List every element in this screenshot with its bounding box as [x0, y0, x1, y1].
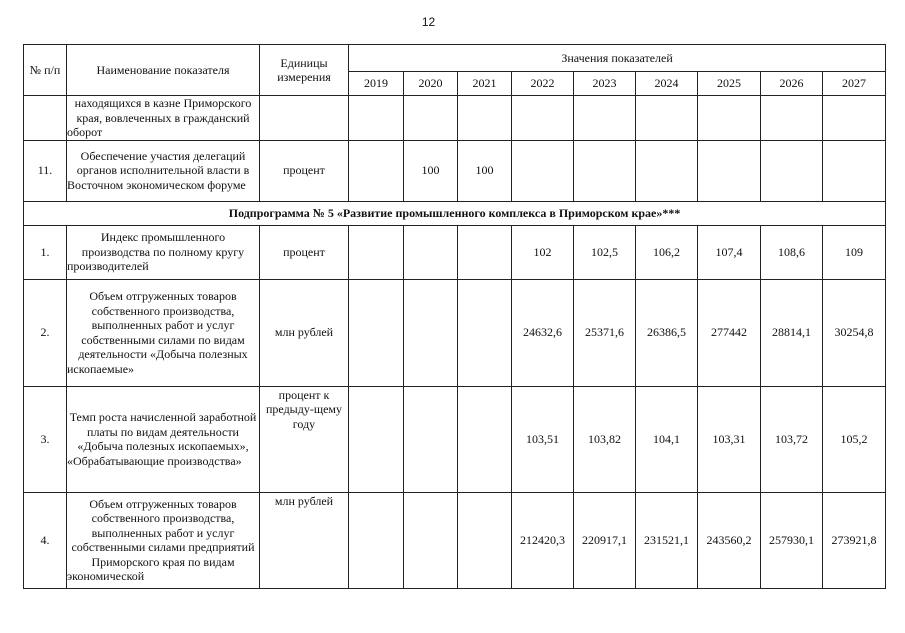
indicator-name: Объем отгруженных товаров собственного производства, выполненных работ и услуг собственными силами предприятий Приморского края по видам экономической	[67, 492, 260, 588]
value-cell: 25371,6	[574, 279, 636, 386]
section-title: Подпрограмма № 5 «Развитие промышленного комплекса в Приморском крае»***	[24, 201, 886, 225]
value-cell	[404, 96, 458, 141]
value-cell: 109	[823, 225, 886, 279]
page-number: 12	[421, 15, 436, 29]
indicator-name: Темп роста начисленной заработной платы по видам деятельности «Добыча полезных ископаемых», «Обрабатывающие производства»	[67, 386, 260, 492]
value-cell: 26386,5	[636, 279, 698, 386]
value-cell: 243560,2	[698, 492, 761, 588]
value-cell	[404, 386, 458, 492]
value-cell	[349, 492, 404, 588]
header-year: 2019	[349, 72, 404, 96]
value-cell	[823, 140, 886, 201]
row-number	[24, 96, 67, 141]
value-cell	[698, 140, 761, 201]
value-cell	[349, 279, 404, 386]
value-cell: 30254,8	[823, 279, 886, 386]
indicator-name: Индекс промышленного производства по полному кругу производителей	[67, 225, 260, 279]
header-year: 2022	[512, 72, 574, 96]
unit-cell	[260, 96, 349, 141]
value-cell	[458, 96, 512, 141]
value-cell	[404, 225, 458, 279]
indicator-name: Объем отгруженных товаров собственного производства, выполненных работ и услуг собственными силами по видам деятельности «Добыча полезных ископаемые»	[67, 279, 260, 386]
table-row	[24, 96, 886, 141]
row-number: 11.	[24, 140, 67, 201]
value-cell	[404, 492, 458, 588]
value-cell	[349, 386, 404, 492]
header-values: Значения показателей	[349, 45, 886, 72]
value-cell: 231521,1	[636, 492, 698, 588]
header-year: 2024	[636, 72, 698, 96]
value-cell: 220917,1	[574, 492, 636, 588]
unit-cell: млн рублей	[260, 492, 349, 588]
unit-cell: процент к предыду-щему году	[260, 386, 349, 492]
value-cell	[512, 140, 574, 201]
value-cell: 212420,3	[512, 492, 574, 588]
value-cell	[458, 225, 512, 279]
indicators-table	[23, 44, 886, 589]
value-cell: 108,6	[761, 225, 823, 279]
header-num: № п/п	[24, 45, 67, 96]
table-row	[24, 140, 886, 201]
header-year: 2027	[823, 72, 886, 96]
unit-cell: млн рублей	[260, 279, 349, 386]
value-cell: 24632,6	[512, 279, 574, 386]
value-cell: 273921,8	[823, 492, 886, 588]
value-cell	[574, 96, 636, 141]
value-cell	[512, 96, 574, 141]
value-cell: 106,2	[636, 225, 698, 279]
value-cell	[458, 386, 512, 492]
value-cell	[761, 96, 823, 141]
header-unit: Единицы измерения	[260, 45, 349, 96]
table-row	[24, 225, 886, 279]
section-row	[24, 201, 886, 225]
header-year: 2026	[761, 72, 823, 96]
value-cell: 102	[512, 225, 574, 279]
value-cell: 103,82	[574, 386, 636, 492]
value-cell: 100	[404, 140, 458, 201]
value-cell: 103,72	[761, 386, 823, 492]
header-year: 2025	[698, 72, 761, 96]
value-cell	[349, 140, 404, 201]
value-cell	[458, 279, 512, 386]
table-row	[24, 386, 886, 492]
value-cell: 107,4	[698, 225, 761, 279]
header-year: 2021	[458, 72, 512, 96]
value-cell	[698, 96, 761, 141]
value-cell	[458, 492, 512, 588]
indicator-name: Обеспечение участия делегаций органов исполнительной власти в Восточном экономическом форуме	[67, 140, 260, 201]
value-cell: 102,5	[574, 225, 636, 279]
value-cell: 277442	[698, 279, 761, 386]
indicator-name: находящихся в казне Приморского края, вовлеченных в гражданский оборот	[67, 96, 260, 141]
value-cell	[404, 279, 458, 386]
value-cell	[574, 140, 636, 201]
table-row	[24, 279, 886, 386]
value-cell: 104,1	[636, 386, 698, 492]
value-cell	[636, 96, 698, 141]
value-cell	[761, 140, 823, 201]
row-number: 2.	[24, 279, 67, 386]
unit-cell: процент	[260, 225, 349, 279]
value-cell: 100	[458, 140, 512, 201]
value-cell: 105,2	[823, 386, 886, 492]
value-cell	[636, 140, 698, 201]
value-cell: 28814,1	[761, 279, 823, 386]
header-name: Наименование показателя	[67, 45, 260, 96]
value-cell: 103,31	[698, 386, 761, 492]
table-row	[24, 492, 886, 588]
value-cell	[349, 225, 404, 279]
value-cell	[349, 96, 404, 141]
row-number: 3.	[24, 386, 67, 492]
unit-cell: процент	[260, 140, 349, 201]
header-year: 2020	[404, 72, 458, 96]
value-cell	[823, 96, 886, 141]
row-number: 1.	[24, 225, 67, 279]
row-number: 4.	[24, 492, 67, 588]
header-year: 2023	[574, 72, 636, 96]
value-cell: 103,51	[512, 386, 574, 492]
value-cell: 257930,1	[761, 492, 823, 588]
